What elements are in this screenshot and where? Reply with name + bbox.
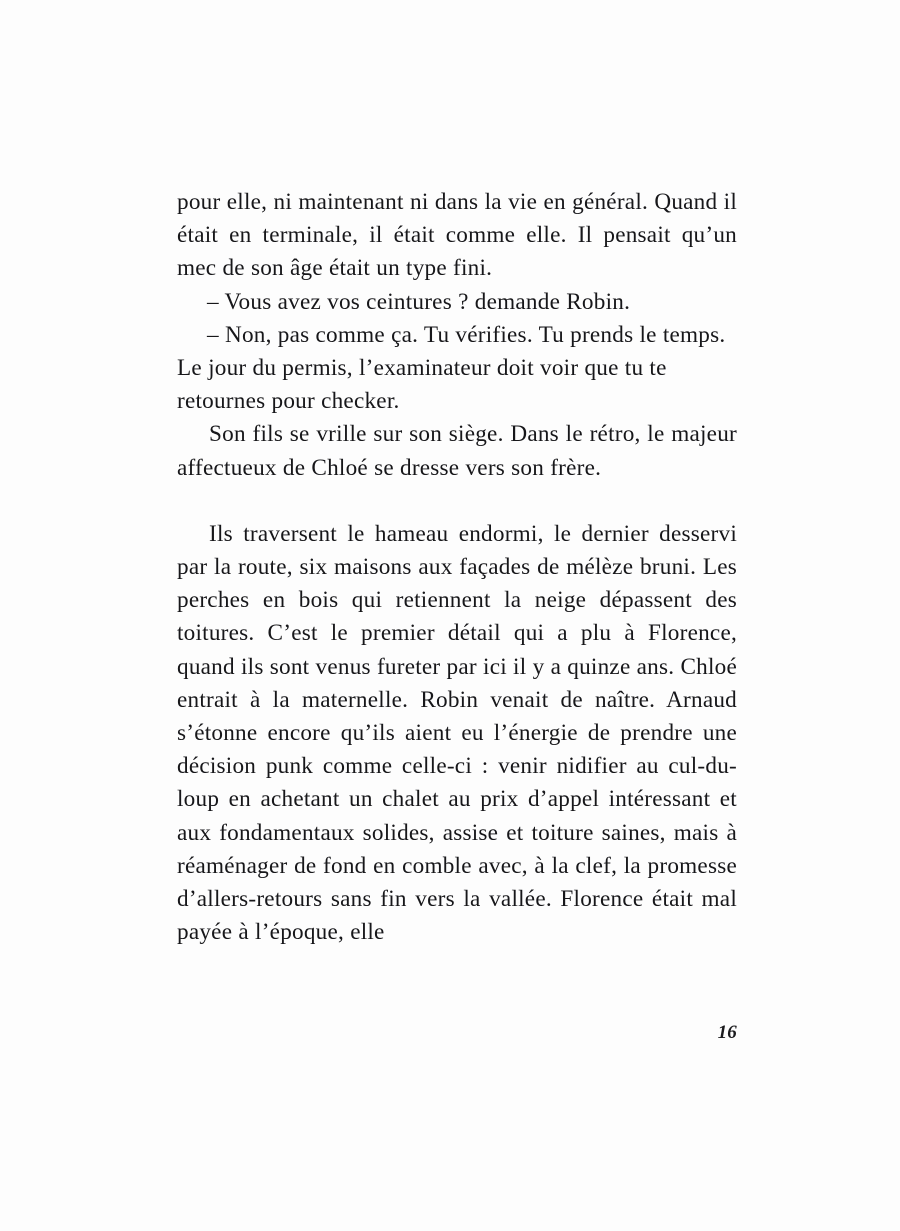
section-break xyxy=(177,485,737,518)
dialogue-line-reply: – Non, pas comme ça. Tu vérifies. Tu prends le temps. Le jour du permis, l’examinateur doit voir que tu te retournes pour checker. xyxy=(177,321,726,415)
paragraph-son-fils: Son fils se vrille sur son siège. Dans le rétro, le majeur affectueux de Chloé se dresse vers son frère. xyxy=(177,421,737,481)
dialogue-line-robin: – Vous avez vos ceintures ? demande Robin. xyxy=(207,288,631,315)
page-text-block xyxy=(177,186,737,949)
paragraph-ils-traversent: Ils traversent le hameau endormi, le dernier desservi par la route, six maisons aux façades de mélèze bruni. Les perches en bois qui retiennent la neige dépassent des toitures. C’est le premier détail qui a plu à Florence, quand ils sont venus fureter par ici il y a quinze ans. Chloé entrait à la maternelle. Robin venait de naître. Arnaud s’étonne encore qu’ils aient eu l’énergie de prendre une décision punk comme celle-ci : venir nidifier au cul-du-loup en achetant un chalet au prix d’appel intéressant et aux fondamentaux solides, assise et toiture saines, mais à réaménager de fond en comble avec, à la clef, la promesse d’allers-retours sans fin vers la vallée. Florence était mal payée à l’époque, elle xyxy=(177,520,737,946)
paragraph-continued: pour elle, ni maintenant ni dans la vie en général. Quand il était en terminale, il était comme elle. Il pensait qu’un mec de son âge était un type fini. xyxy=(177,189,737,282)
page-number: 16 xyxy=(717,1022,737,1043)
